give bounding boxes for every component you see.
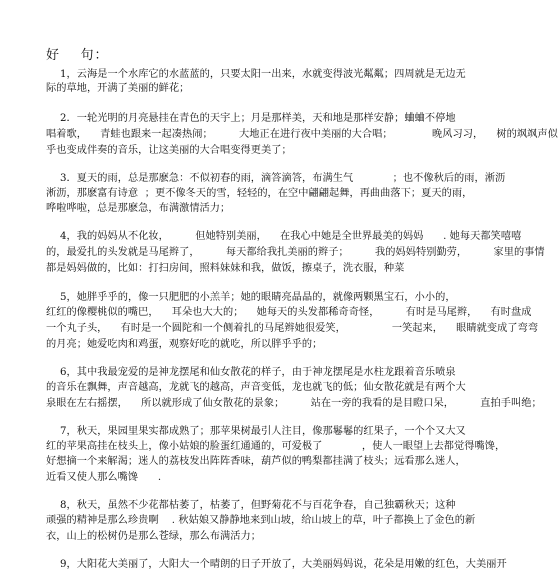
- section-heading: 好 句：: [46, 48, 109, 63]
- paragraph-line: 红红的像樱桃似的嘴巴， 耳朵也大大的； 她每天的头发都稀奇奇怪， 有时是马尾辫， 有时盘成: [46, 307, 532, 318]
- paragraph-line: 泉眼在左右摇摆， 所以就形成了仙女散花的景象； 站在一旁的我看的是目瞪口呆， 直拍手叫绝；: [46, 398, 542, 409]
- paragraph-line: 2．一轮光明的月亮悬挂在青色的天宇上；月是那样美，天和地是那样安静；蛐蛐不停地: [60, 113, 456, 124]
- paragraph-line: 的音乐在飘舞，声音越高，龙就飞的越高，声音变低，龙也就飞的低；仙女散花就是有两个大: [46, 382, 466, 393]
- paragraph-line: 7，秋天，果园里果实都成熟了；那苹果树最引人注目，像那鬈鬈的红果子，一个个又大又: [60, 426, 466, 437]
- paragraph-line: 红的苹果高挂在枝头上，像小姑娘的脸蛋红通通的，可爱极了 ，使人一眼望上去都觉得嘴馋，: [46, 441, 506, 452]
- paragraph-line: 哗啦哗啦，总是那麽急，布满激情活力；: [46, 203, 231, 214]
- paragraph-line: 3．夏天的雨，总是那麽急：不似初春的雨，滴答滴答，布满生气 ；也不像秋后的雨，淅沥: [60, 173, 506, 184]
- paragraph-line: 5，她胖乎乎的，像一只肥肥的小羔羊；她的眼睛亮晶晶的，就像两颗黑宝石，小小的，: [60, 292, 456, 303]
- paragraph-line: 际的草地，开满了美丽的鲜花；: [46, 83, 190, 94]
- paragraph-line: 唱着歌， 青蛙也跟来一起凑热闹； 大地正在进行夜中美丽的大合唱； 晚风习习， 树的飒飒声似: [46, 129, 558, 140]
- paragraph-line: 9，大阳花大美丽了，大阳大一个晴朗的日子开放了，大美丽妈妈说，花朵是用嫩的红色，大美丽开: [60, 559, 507, 570]
- paragraph-line: 6，其中我最宠爱的是神龙摆尾和仙女散花的样子，由于神龙摆尾是水柱龙跟着音乐喷泉: [60, 367, 456, 378]
- paragraph-line: 的，最爱扎的头发就是马尾辫了， 每天都给我扎美丽的辫子； 我的妈妈特别勤劳， 家里的事情: [46, 247, 545, 258]
- paragraph-line: 的月亮；她爱吃肉和鸡蛋，观察好吃的就吃，所以胖乎乎的；: [46, 339, 323, 350]
- paragraph-line: 都是妈妈做的，比如：打扫房间，照料妹妹和我，做饭，擦桌子，洗衣服，种菜: [46, 263, 405, 274]
- paragraph-line: 顽强的精神是那么珍贵啊 . 秋姑娘又静静地来到山坡，给山坡上的草，叶子都换上了金色的新: [46, 515, 476, 526]
- paragraph-line: 乎也变成伴奏的音乐，让这美丽的大合唱变得更美了；: [46, 145, 292, 156]
- paragraph-line: 一个丸子头， 有时是一个圆陀和一个侧着扎的马尾辫她很爱笑， 一笑起来， 眼睛就变成了弯弯: [46, 323, 539, 334]
- paragraph-line: 近看又使人那么嘴馋 .: [46, 472, 162, 483]
- paragraph-line: 淅沥，那麽富有诗意 ；更不像冬天的雪，轻轻的，在空中翩翩起舞，再曲曲落下；夏天的雨，: [46, 188, 473, 199]
- paragraph-line: 衣，山上的松树仍是那么苍绿，那么布满活力；: [46, 531, 261, 542]
- paragraph-line: 8，秋天，虽然不少花都枯萎了，枯萎了，但野菊花不与百花争春，自己独霸秋天；这种: [60, 500, 456, 511]
- paragraph-line: 4，我的妈妈从不化妆， 但她特别美丽， 在我心中她是全世界最美的妈妈 . 她每天都笑嘻嘻: [60, 231, 522, 242]
- paragraph-line: 好想摘一个来解渴；迷人的荔枝发出阵阵香味，葫芦似的鸭梨都挂满了枝头；远看那么迷人，: [46, 456, 466, 467]
- paragraph-line: 1，云海是一个水库它的水蓝蓝的，只要太阳一出来，水就变得波光粼粼；四周就是无边无: [60, 69, 466, 80]
